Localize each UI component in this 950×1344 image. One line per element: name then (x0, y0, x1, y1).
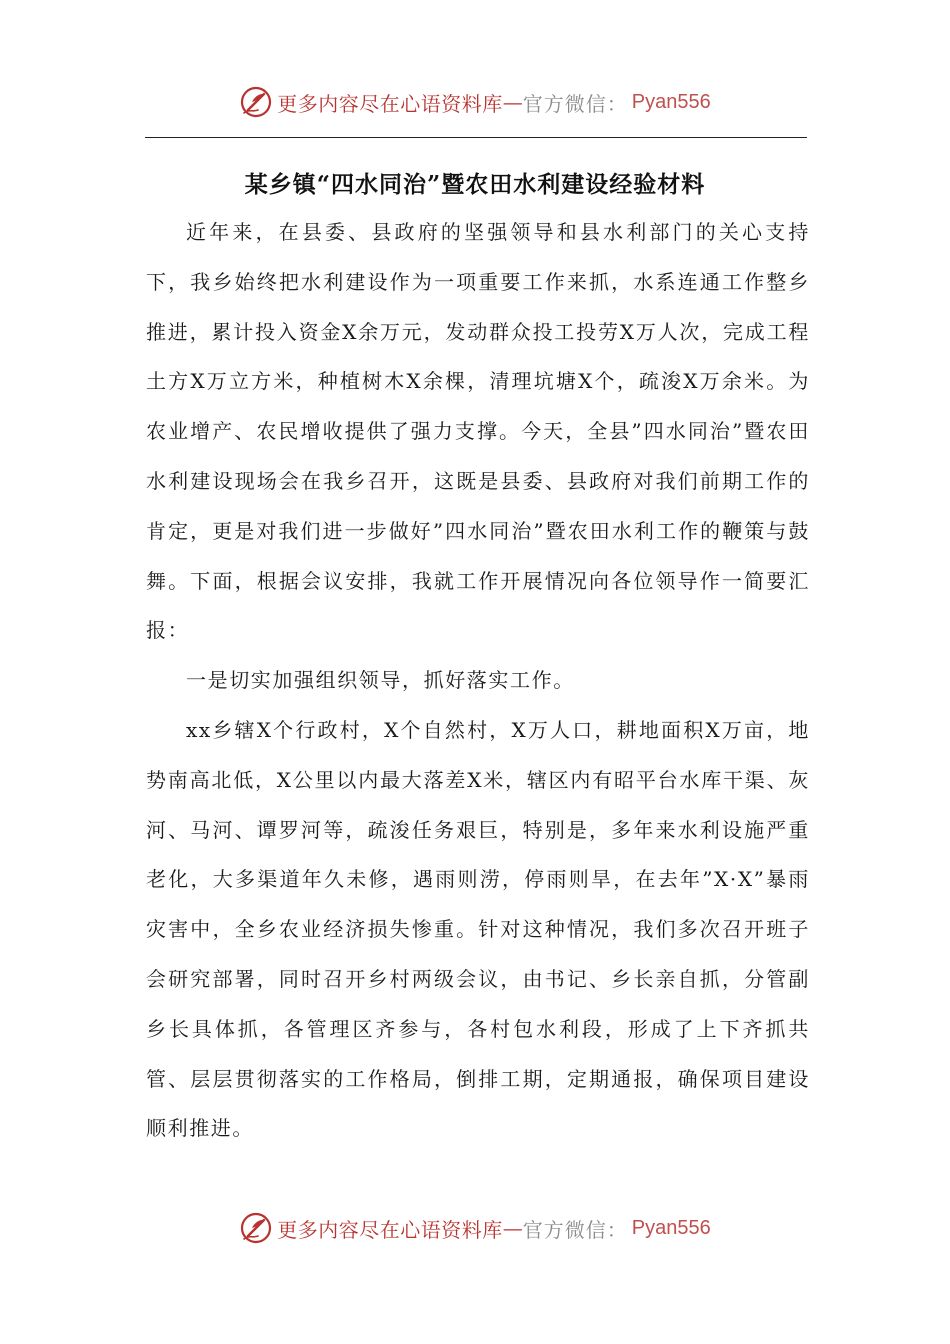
banner-separator: — (502, 90, 523, 114)
quill-logo-icon (239, 1211, 273, 1245)
header-divider (145, 137, 807, 138)
paragraph-heading-1: 一是切实加强组织领导，抓好落实工作。 (186, 668, 575, 693)
banner-wechat-label: 官方微信： (522, 91, 628, 116)
header-banner (0, 82, 950, 122)
banner-wechat-label: 官方微信： (522, 1217, 628, 1242)
quill-logo-icon (239, 85, 273, 119)
document-body (146, 208, 810, 1154)
banner-wechat-id: Pyan556 (631, 90, 711, 113)
document-title: 某乡镇“四水同治”暨农田水利建设经验材料 (244, 171, 706, 198)
banner-wechat-id: Pyan556 (631, 1216, 711, 1239)
banner-separator: — (502, 1216, 523, 1240)
banner-slogan: 更多内容尽在心语资料库 (277, 91, 503, 116)
paragraph-intro: 近年来，在县委、县政府的坚强领导和县水利部门的关心支持下，我乡始终把水利建设作为一项重要工作来抓，水系连通工作整乡推进，累计投入资金X余万元，发动群众投工投劳X万人次，完成工程土方X万立方米，种植树木X余棵，清理坑塘X个，疏浚X万余米。为农业增产、农民增收提供了强力支撑。今天，全县”四水同治”暨农田水利建设现场会在我乡召开，这既是县委、县政府对我们前期工作的肯定，更是对我们进一步做好”四水同治”暨农田水利工作的鞭策与鼓舞。下面，根据会议安排，我就工作开展情况向各位领导作一简要汇报： (146, 220, 810, 643)
paragraph-body-1: xx乡辖X个行政村，X个自然村，X万人口，耕地面积X万亩，地势南高北低，X公里以内最大落差X米，辖区内有昭平台水库干渠、灰河、马河、谭罗河等，疏浚任务艰巨，特别是，多年来水利设施严重老化，大多渠道年久未修，遇雨则涝，停雨则旱，在去年”X·X”暴雨灾害中，全乡农业经济损失惨重。针对这种情况，我们多次召开班子会研究部署，同时召开乡村两级会议，由书记、乡长亲自抓，分管副乡长具体抓，各管理区齐参与，各村包水利段，形成了上下齐抓共管、层层贯彻落实的工作格局，倒排工期，定期通报，确保项目建设顺利推进。 (146, 717, 810, 1141)
footer-banner (0, 1208, 950, 1248)
banner-slogan: 更多内容尽在心语资料库 (277, 1217, 503, 1242)
